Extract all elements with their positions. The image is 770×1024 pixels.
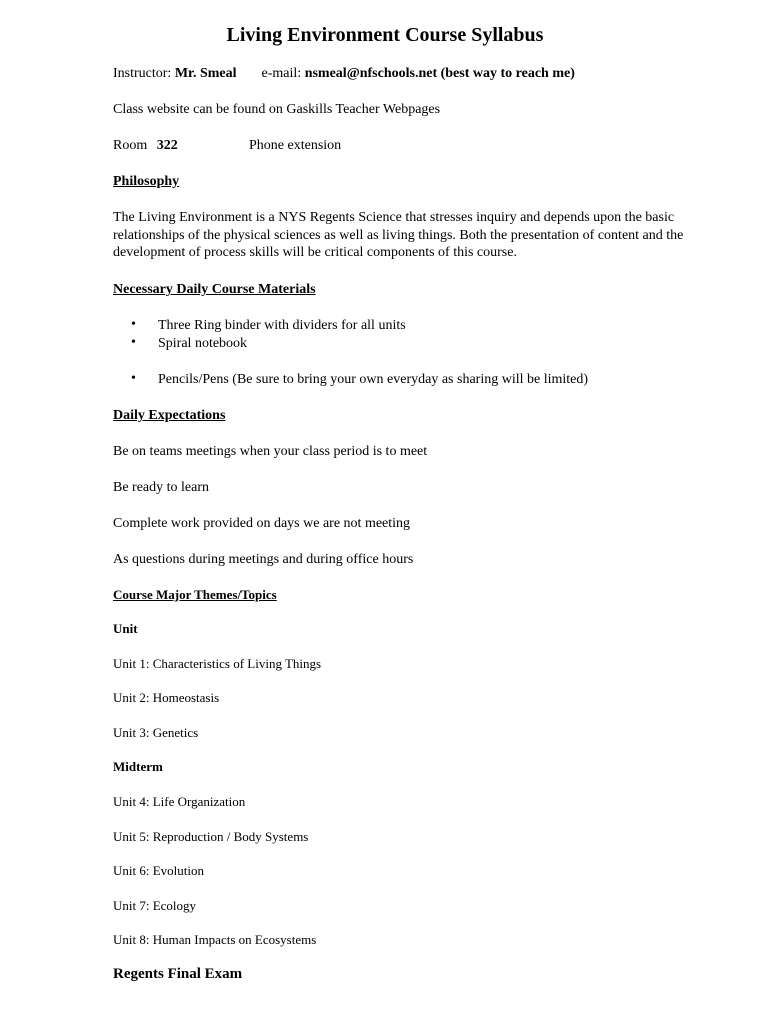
unit-label: Unit bbox=[113, 621, 138, 636]
unit-item: Unit 8: Human Impacts on Ecosystems bbox=[113, 932, 317, 947]
material-item: Three Ring binder with dividers for all units bbox=[158, 318, 406, 333]
midterm-label: Midterm bbox=[113, 759, 163, 774]
expectations-heading: Daily Expectations bbox=[113, 408, 226, 423]
philosophy-text: The Living Environment is a NYS Regents Science that stresses inquiry and depends upon the basic relationships of the physical sciences as well as living things. Both the presentation of content and the development of process skills will be critical components of this course. bbox=[113, 210, 684, 260]
topics-heading: Course Major Themes/Topics bbox=[113, 587, 277, 602]
philosophy-heading: Philosophy bbox=[113, 174, 180, 189]
unit-item: Unit 3: Genetics bbox=[113, 725, 199, 740]
unit-item: Unit 7: Ecology bbox=[113, 898, 197, 913]
page-title: Living Environment Course Syllabus bbox=[226, 24, 544, 46]
expectation-item: Complete work provided on days we are not meeting bbox=[113, 516, 411, 531]
bullet-icon: • bbox=[131, 371, 136, 386]
unit-item: Unit 4: Life Organization bbox=[113, 794, 246, 809]
email-label: e-mail: bbox=[261, 66, 302, 81]
material-item: Pencils/Pens (Be sure to bring your own everyday as sharing will be limited) bbox=[158, 372, 589, 387]
unit-item: Unit 1: Characteristics of Living Things bbox=[113, 656, 322, 671]
instructor-label: Instructor: bbox=[113, 66, 172, 81]
expectation-item: Be on teams meetings when your class period is to meet bbox=[113, 444, 428, 459]
instructor-name: Mr. Smeal bbox=[174, 66, 237, 81]
phone-extension-label: Phone extension bbox=[249, 138, 342, 153]
unit-item: Unit 5: Reproduction / Body Systems bbox=[113, 829, 309, 844]
bullet-icon: • bbox=[131, 335, 136, 350]
unit-item: Unit 2: Homeostasis bbox=[113, 690, 220, 705]
instructor-line bbox=[113, 66, 575, 82]
bullet-icon: • bbox=[131, 317, 136, 332]
website-line: Class website can be found on Gaskills Teacher Webpages bbox=[113, 102, 441, 117]
room-number: 322 bbox=[156, 138, 178, 153]
material-item: Spiral notebook bbox=[158, 336, 248, 351]
final-exam-label: Regents Final Exam bbox=[113, 966, 243, 982]
unit-item: Unit 6: Evolution bbox=[113, 863, 204, 878]
materials-heading: Necessary Daily Course Materials bbox=[113, 282, 316, 297]
email-address: nsmeal@nfschools.net (best way to reach me) bbox=[304, 66, 575, 81]
room-line bbox=[113, 138, 178, 154]
expectation-item: Be ready to learn bbox=[113, 480, 210, 495]
room-label: Room bbox=[113, 138, 148, 153]
expectation-item: As questions during meetings and during office hours bbox=[113, 552, 414, 567]
